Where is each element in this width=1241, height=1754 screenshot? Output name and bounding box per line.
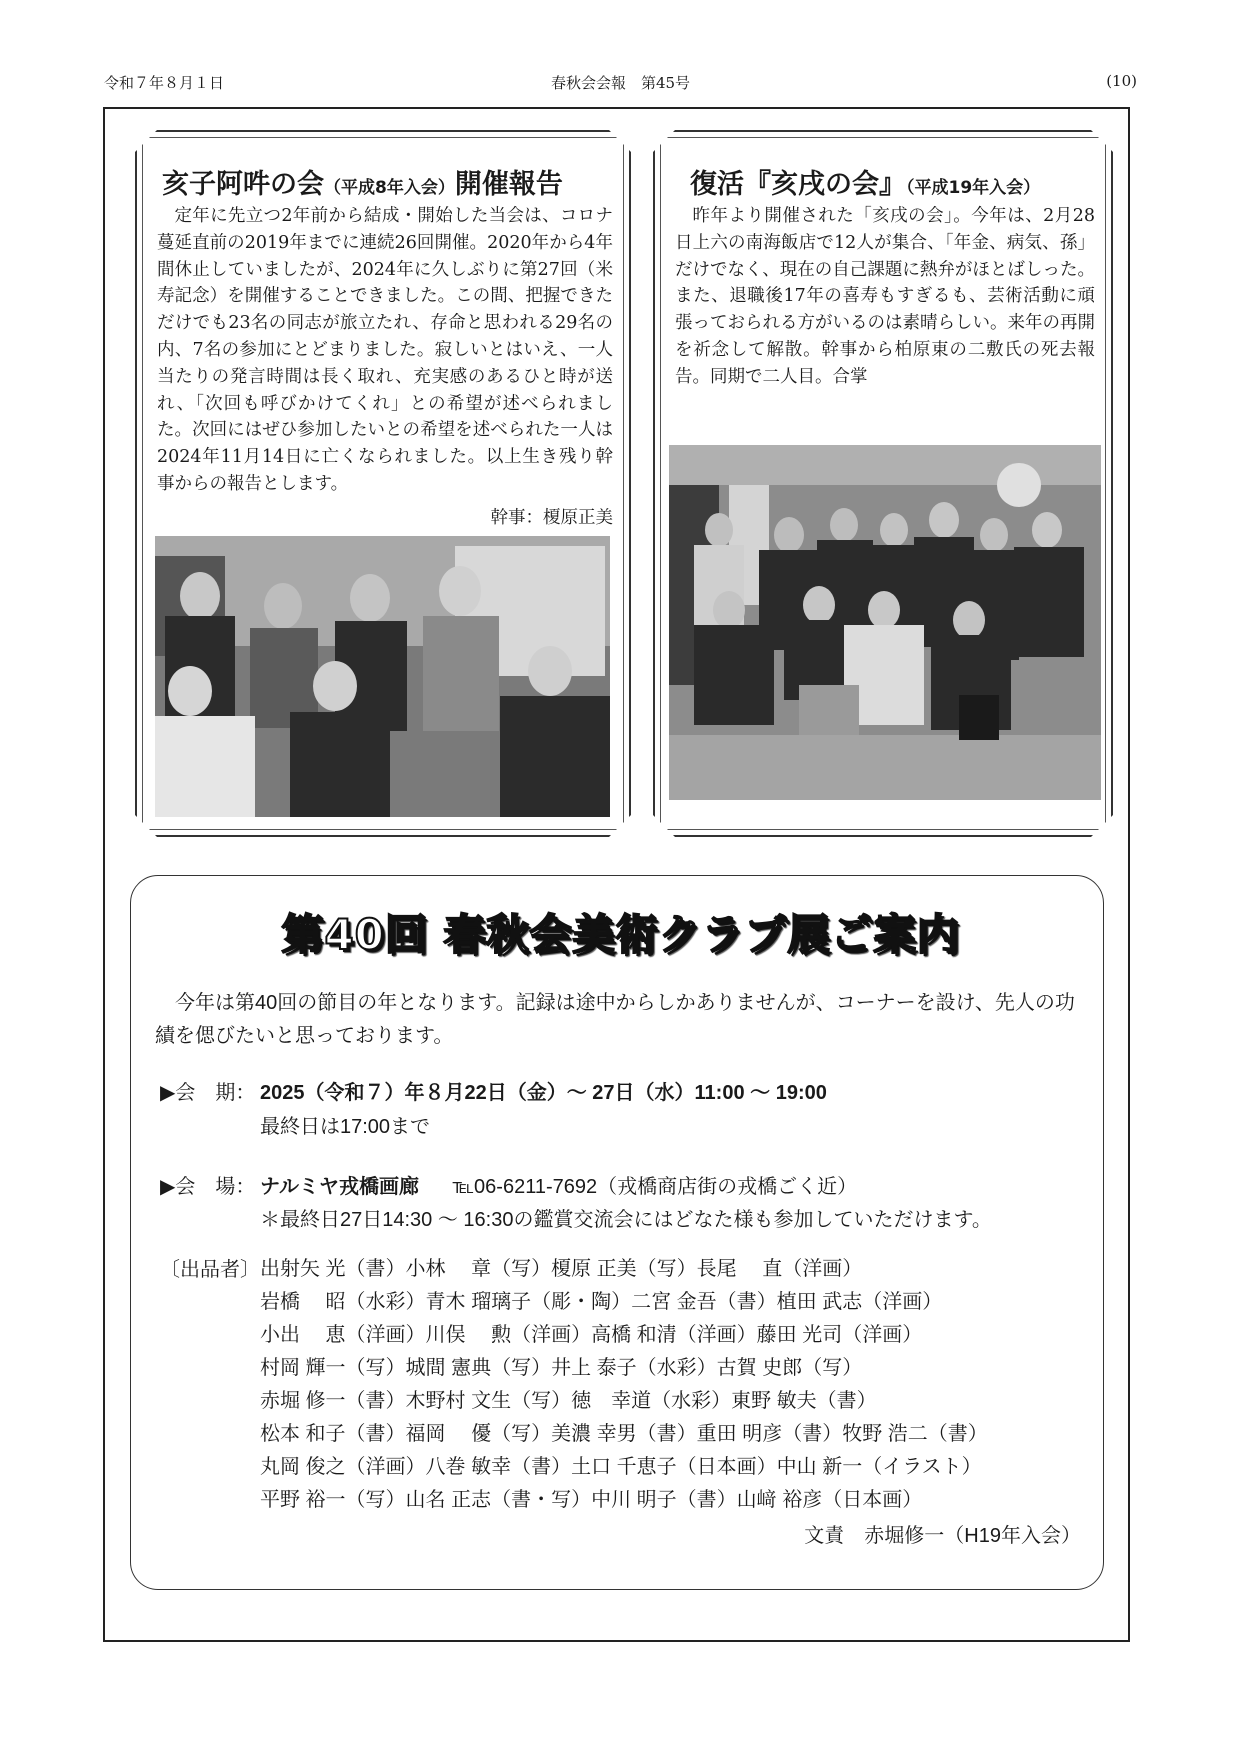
exhibitor-row: 丸岡 俊之（洋画）八巻 敏幸（書）土口 千恵子（日本画）中山 新一（イラスト） [260,1456,982,1478]
exhibitor-row: 小出 恵（洋画）川俣 勲（洋画）高橋 和清（洋画）藤田 光司（洋画） [260,1324,923,1346]
left-title-end: 開催報告 [454,169,563,200]
left-article-signature: 幹事：榎原正美 [490,508,613,528]
left-title-sub: （平成8年入会） [324,178,455,198]
exhibitor-row: 赤堀 修一（書）木野村 文生（写）徳 幸道（水彩）東野 敏夫（書） [260,1390,877,1412]
right-article-text: 昨年より開催された「亥戌の会」。今年は、2月28日上六の南海飯店で12人が集合、「年金、病気、孫」だけでなく、現在の自己課題に熱弁がほとばしった。また、退職後17年の喜寿もすぎるも、芸術活動に頑張っておられる方がいるのは素晴らしい。来年の再開を祈念して解散。幹事から柏原東の二敷氏の死去報告。同期で二人目。合掌 [675,206,1095,387]
event-title: 第40回 春秋会美術クラブ展ご案内 [281,910,960,959]
exhibitors-list [260,1253,988,1517]
right-title-sub: （平成19年入会） [906,178,1041,198]
period-value: 2025（令和７）年８月22日（金）～ 27日（水）11:00 ～ 19:00 [260,1082,827,1104]
venue-name: ナルミヤ戎橋画廊 [260,1176,419,1198]
newsletter-title: 春秋会会報 第45号 [550,74,691,92]
venue-line [260,1170,857,1199]
left-title-main: 亥子阿吽の会 [162,169,324,200]
exhibitor-row: 村岡 輝一（写）城間 憲典（写）井上 泰子（水彩）古賀 史郎（写） [260,1357,863,1379]
venue-tel: ℡06-6211-7692（戎橋商店街の戎橋ごく近） [452,1176,858,1198]
venue-note: ＊最終日27日14:30 ～ 16:30の鑑賞交流会にはどなた様も参加していただけます。 [260,1209,992,1231]
right-article-body [675,203,1095,391]
period-label: ▶会 期： [160,1082,256,1104]
right-article-title [690,162,1040,201]
exhibitor-row: 岩橋 昭（水彩）青木 瑠璃子（彫・陶）二宮 金吾（書）植田 武志（洋画） [260,1291,943,1313]
group-photo-right [669,445,1101,800]
credit-line: 文責 赤堀修一（H19年入会） [804,1525,1081,1547]
right-title-main: 復活『亥戌の会』 [690,169,906,200]
left-article-body [157,203,613,498]
event-intro [155,987,1075,1053]
exhibitors-label: 〔出品者〕 [160,1259,260,1281]
event-intro-text: 今年は第40回の節目の年となります。記録は途中からしかありませんが、コーナーを設け、先人の功績を偲びたいと思っております。 [155,992,1075,1047]
page-number: (10) [1106,72,1137,90]
left-article-text: 定年に先立つ2年前から結成・開始した当会は、コロナ蔓延直前の2019年までに連続26回開催。2020年から4年間休止していましたが、2024年に久しぶりに第27回（米寿記念）を開催することできました。この間、把握できただけでも23名の同志が旅立たれ、存命と思われる29名の内、7名の参加にとどまりました。寂しいとはいえ、一人当たりの発言時間は長く取れ、充実感のあるひと時が送れ、「次回も呼びかけてくれ」との希望が述べられました。次回にはぜひ参加したいとの希望を述べられた一人は2024年11月14日に亡くなられました。以上生き残り幹事からの報告とします。 [157,206,613,494]
exhibitor-row: 平野 裕一（写）山名 正志（書・写）中川 明子（書）山﨑 裕彦（日本画） [260,1489,923,1511]
issue-date: 令和７年８月１日 [104,74,225,92]
exhibitor-row: 出射矢 光（書）小林 章（写）榎原 正美（写）長尾 直（洋画） [260,1258,863,1280]
venue-label: ▶会 場： [160,1176,256,1198]
period-note: 最終日は17:00まで [260,1116,431,1138]
left-article-title [162,162,563,201]
group-photo-left [155,536,610,817]
exhibitor-row: 松本 和子（書）福岡 優（写）美濃 幸男（書）重田 明彦（書）牧野 浩二（書） [260,1423,988,1445]
